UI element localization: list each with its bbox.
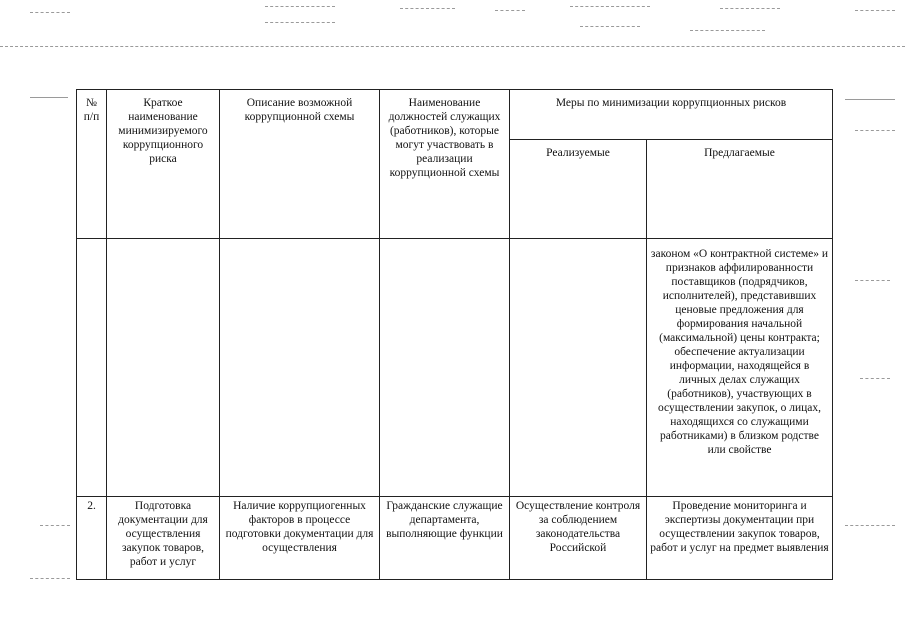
header-scheme: Описание возможной коррупционной схемы [220,90,380,239]
header-row [77,90,833,140]
corruption-risk-table [76,89,833,580]
header-measures: Меры по минимизации коррупционных рисков [510,90,833,140]
header-num: № п/п [77,90,107,239]
header-proposed: Предлагаемые [647,140,833,239]
header-positions: Наименование должностей служащих (работников), которые могут участвовать в реализации коррупционной схемы [380,90,510,239]
cell-implemented: Осуществление контроля за соблюдением законодательства Российской [510,497,647,580]
cell-positions: Гражданские служащие департамента, выполняющие функции [380,497,510,580]
header-implemented: Реализуемые [510,140,647,239]
cell-proposed: законом «О контрактной системе» и признаков аффилированности поставщиков (подрядчиков, исполнителей), представивших ценовые предложения для формирования начальной (максимальной) цены контракта; обеспечение актуализации информации, находящейся в личных делах служащих (работников), участвующих в осуществлении закупок, о лицах, находящихся со служащими работниками) в близком родстве или свойстве [647,239,833,497]
cell-implemented [510,239,647,497]
cell-positions [380,239,510,497]
cell-num [77,239,107,497]
cell-scheme [220,239,380,497]
cell-num: 2. [77,497,107,580]
cell-risk [107,239,220,497]
cell-risk: Подготовка документации для осуществления закупок товаров, работ и услуг [107,497,220,580]
cell-scheme: Наличие коррупциогенных факторов в процессе подготовки документации для осуществления [220,497,380,580]
header-risk: Краткое наименование минимизируемого коррупционного риска [107,90,220,239]
table-row-continuation [77,239,833,497]
table-row-2 [77,497,833,580]
cell-proposed: Проведение мониторинга и экспертизы документации при осуществлении закупок товаров, работ и услуг на предмет выявления [647,497,833,580]
